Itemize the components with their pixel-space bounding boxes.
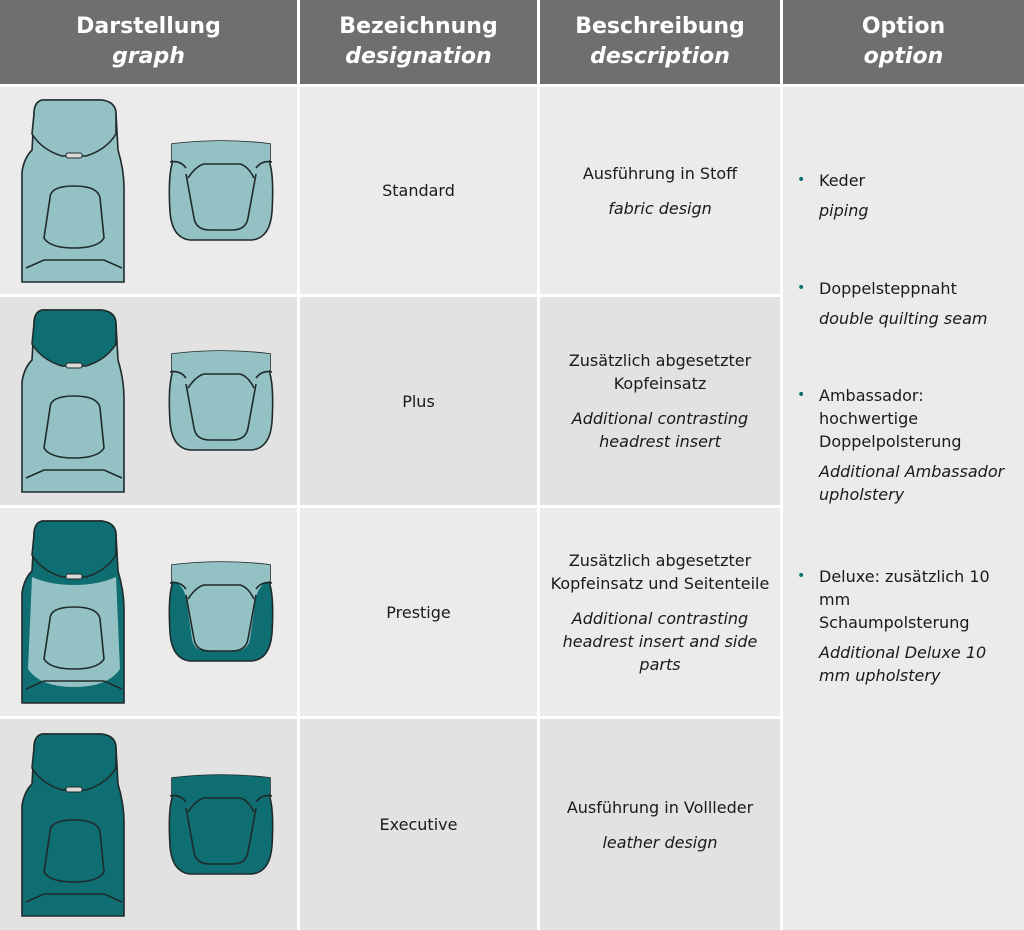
seat-cushion-icon [168,772,274,878]
graph-cell-plus [0,294,300,505]
description-cell [540,716,783,930]
description-de: Zusätzlich abgesetzter Kopfeinsatz und Seitenteile [550,550,770,593]
graph-cell-executive [0,716,300,930]
header-graph-en: graph [112,44,185,69]
seat-clasp [66,787,82,792]
header-designation-de: Bezeichnung [339,14,498,39]
designation-cell [300,294,540,505]
seat-backrest-icon [20,98,128,284]
option-en: double quilting seam [819,309,988,328]
seat-lumbar [44,396,104,458]
seat-clasp [66,153,82,158]
seat-headrest [32,100,116,156]
option-de: Deluxe: zusätzlich 10 mm Schaumpolsterung [819,567,990,632]
seat-cushion-icon [168,348,274,454]
designation-standard: Standard [382,181,455,200]
header-designation-en: designation [345,44,492,69]
option-en: Additional Ambassador upholstery [819,462,1005,504]
designation-cell [300,716,540,930]
option-de: Ambassador: hochwertige Doppelpolsterung [819,386,962,451]
option-de: Doppelsteppnaht [819,279,957,298]
bullet-icon: • [797,172,806,188]
header-graph-de: Darstellung [76,14,221,39]
designation-prestige: Prestige [386,602,451,622]
description-en: fabric design [608,198,712,218]
option-item [797,565,1018,687]
designation-executive: Executive [379,815,458,834]
description-en: Additional contrasting headrest insert [571,409,749,451]
designation-cell [300,505,540,716]
seat-clasp [66,574,82,579]
seat-backrest-icon [20,519,128,705]
seat-headrest [32,734,116,790]
header-description-en: description [590,44,730,69]
option-item [797,384,1018,506]
description-de: Zusätzlich abgesetzter Kopfeinsatz [568,351,752,393]
seat-clasp [66,363,82,368]
graph-cell-prestige [0,505,300,716]
header-graph [0,0,300,84]
designation-cell [300,84,540,294]
designation-plus: Plus [402,391,435,411]
header-designation [300,0,540,84]
header-description-de: Beschreibung [575,14,745,39]
seat-cushion-icon [168,138,274,244]
option-item [797,169,1018,222]
header-option-en: option [863,44,944,69]
description-de: Ausführung in Vollleder [566,797,754,817]
seat-backrest-icon [20,732,128,918]
seat-lumbar [44,607,104,669]
header-option-de: Option [861,14,946,39]
header-option [783,0,1024,84]
option-item [797,277,1018,330]
description-cell [540,505,783,716]
seat-backrest-icon [20,308,128,494]
bullet-icon: • [797,568,806,584]
description-de: Ausführung in Stoff [582,163,738,183]
description-cell [540,294,783,505]
option-de: Keder [819,171,866,190]
seat-lumbar [44,186,104,248]
seat-headrest [32,521,116,577]
seat-lumbar [44,820,104,882]
bullet-icon: • [797,387,806,403]
header-description [540,0,783,84]
seat-cushion-icon [168,559,274,665]
description-en: Additional contrasting headrest insert and side parts [562,608,758,674]
option-en: piping [819,201,869,220]
options-cell [783,84,1024,930]
description-cell [540,84,783,294]
bullet-icon: • [797,280,806,296]
description-en: leather design [602,832,718,852]
graph-cell-standard [0,84,300,294]
seat-headrest [32,310,116,366]
option-en: Additional Deluxe 10 mm upholstery [819,643,987,685]
